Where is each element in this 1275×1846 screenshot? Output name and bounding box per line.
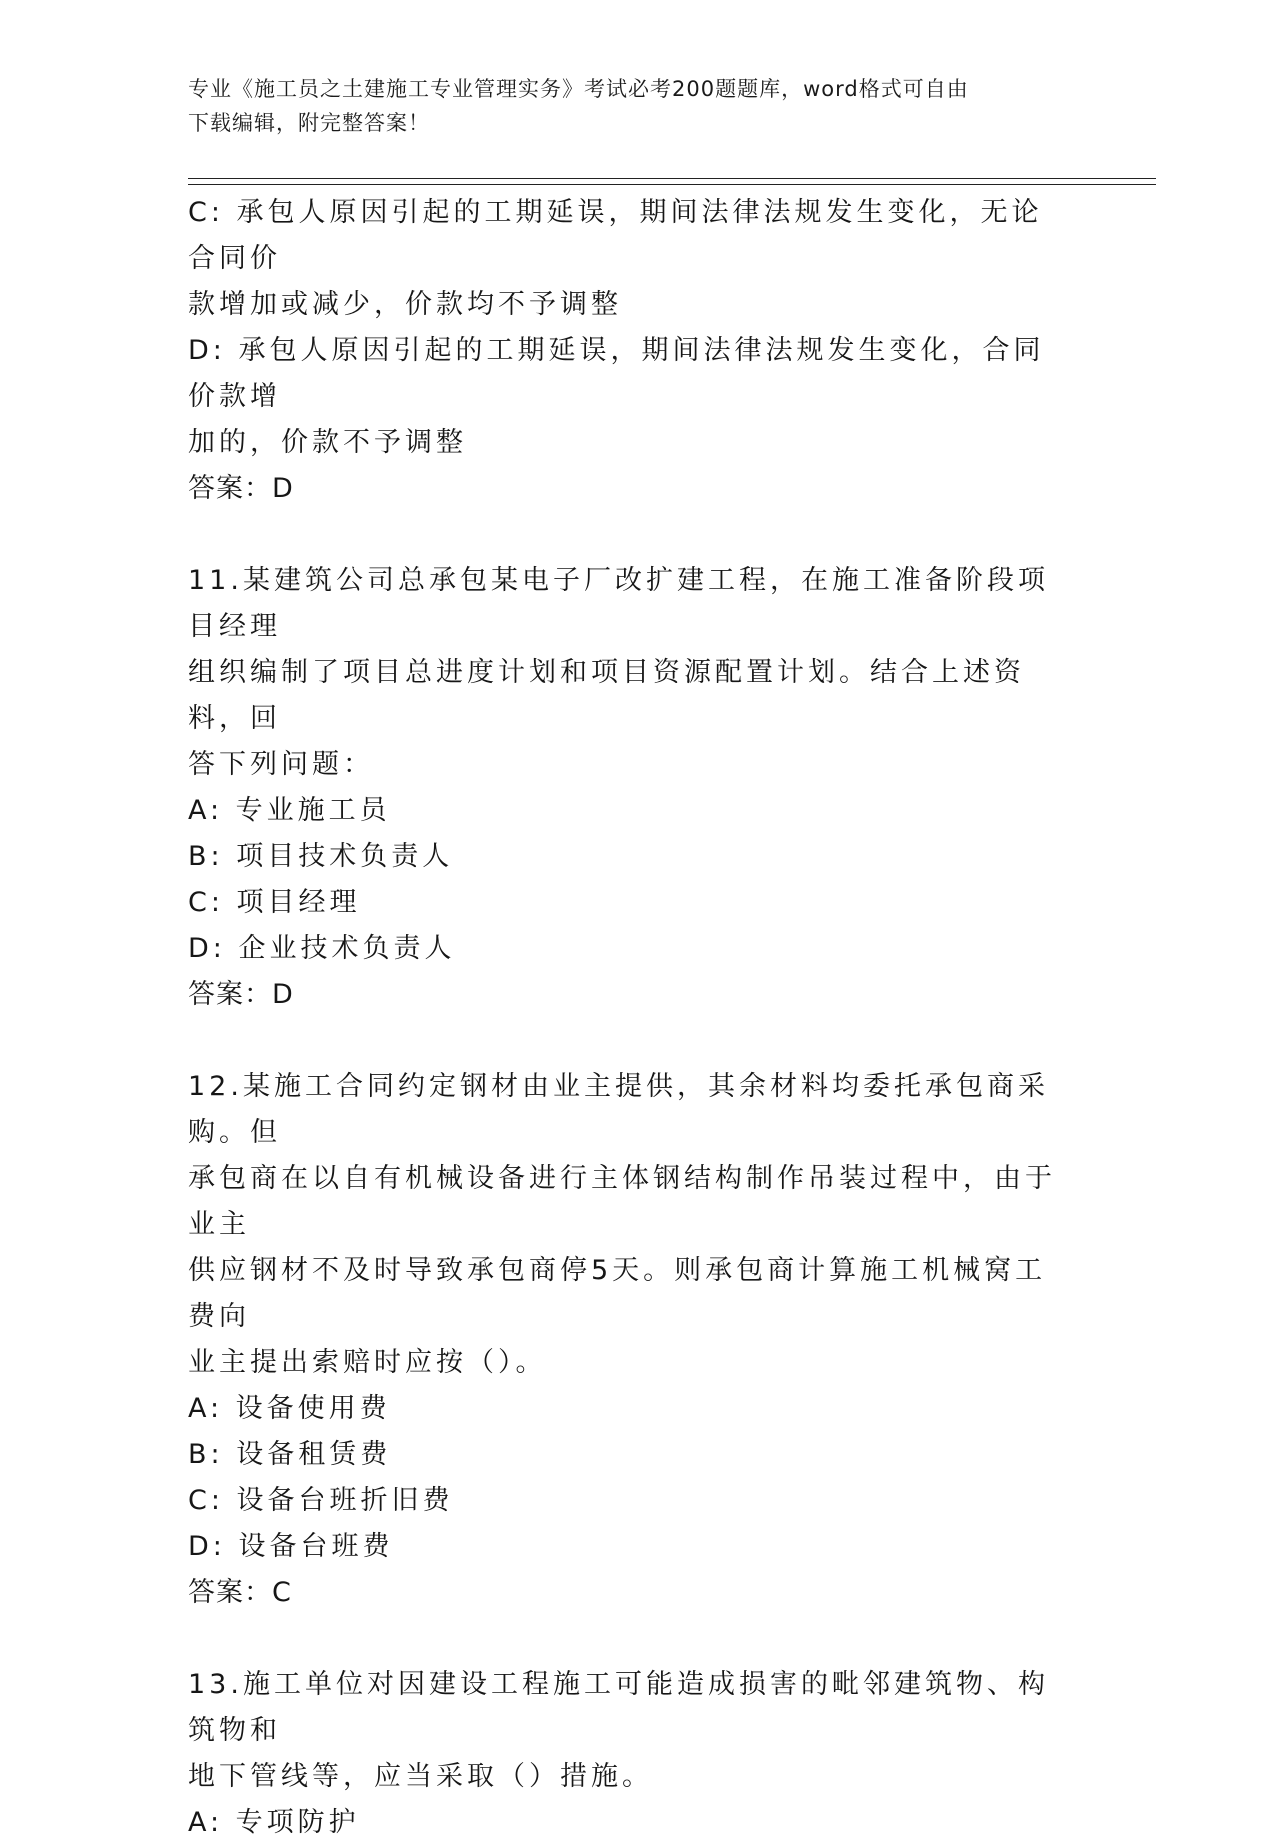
header-divider-top [188, 178, 1156, 179]
question-11 [188, 558, 1068, 1018]
question-stem-line-3: 供应钢材不及时导致承包商停5天。则承包商计算施工机械窝工费向 [188, 1255, 1047, 1332]
option-d: D: 设备台班费 [188, 1531, 394, 1562]
option-d: D: 企业技术负责人 [188, 933, 456, 964]
option-d: D: 承包人原因引起的工期延误，期间法律法规发生变化，合同价款增 [188, 335, 1045, 412]
document-header [188, 72, 1068, 140]
question-stem-line-1: 12.某施工合同约定钢材由业主提供，其余材料均委托承包商采购。但 [188, 1071, 1049, 1148]
question-stem-line-3: 答下列问题： [188, 749, 374, 780]
answer-line: 答案：D [188, 473, 294, 504]
answer-line: 答案：C [188, 1577, 292, 1608]
option-a: A: 专业施工员 [188, 795, 391, 826]
header-divider-bottom [188, 184, 1156, 185]
question-13 [188, 1662, 1068, 1846]
option-b: B: 项目技术负责人 [188, 841, 454, 872]
option-c: C: 项目经理 [188, 887, 361, 918]
question-stem-line-2: 地下管线等，应当采取（）措施。 [188, 1761, 653, 1792]
option-a: A: 专项防护 [188, 1807, 360, 1838]
question-12 [188, 1064, 1068, 1616]
option-b: B: 设备租赁费 [188, 1439, 392, 1470]
question-stem-line-2: 组织编制了项目总进度计划和项目资源配置计划。结合上述资料，回 [188, 657, 1025, 734]
spacer [188, 512, 1068, 558]
option-c-continued: 款增加或减少，价款均不予调整 [188, 289, 622, 320]
option-a: A: 设备使用费 [188, 1393, 391, 1424]
spacer [188, 1018, 1068, 1064]
question-stem-line-4: 业主提出索赔时应按（）。 [188, 1347, 547, 1378]
header-title-line-1: 专业《施工员之土建施工专业管理实务》考试必考200题题库，word格式可自由 [188, 77, 969, 101]
option-c: C: 承包人原因引起的工期延误，期间法律法规发生变化，无论合同价 [188, 197, 1043, 274]
question-stem-line-2: 承包商在以自有机械设备进行主体钢结构制作吊装过程中，由于业主 [188, 1163, 1056, 1240]
spacer [188, 1616, 1068, 1662]
question-stem-line-1: 11.某建筑公司总承包某电子厂改扩建工程，在施工准备阶段项目经理 [188, 565, 1049, 642]
option-d-continued: 加的，价款不予调整 [188, 427, 467, 458]
question-list [188, 190, 1068, 1846]
option-c: C: 设备台班折旧费 [188, 1485, 454, 1516]
carryover-question [188, 190, 1068, 512]
header-title-line-2: 下载编辑，附完整答案！ [188, 111, 430, 135]
answer-line: 答案：D [188, 979, 294, 1010]
question-stem-line-1: 13.施工单位对因建设工程施工可能造成损害的毗邻建筑物、构筑物和 [188, 1669, 1049, 1746]
